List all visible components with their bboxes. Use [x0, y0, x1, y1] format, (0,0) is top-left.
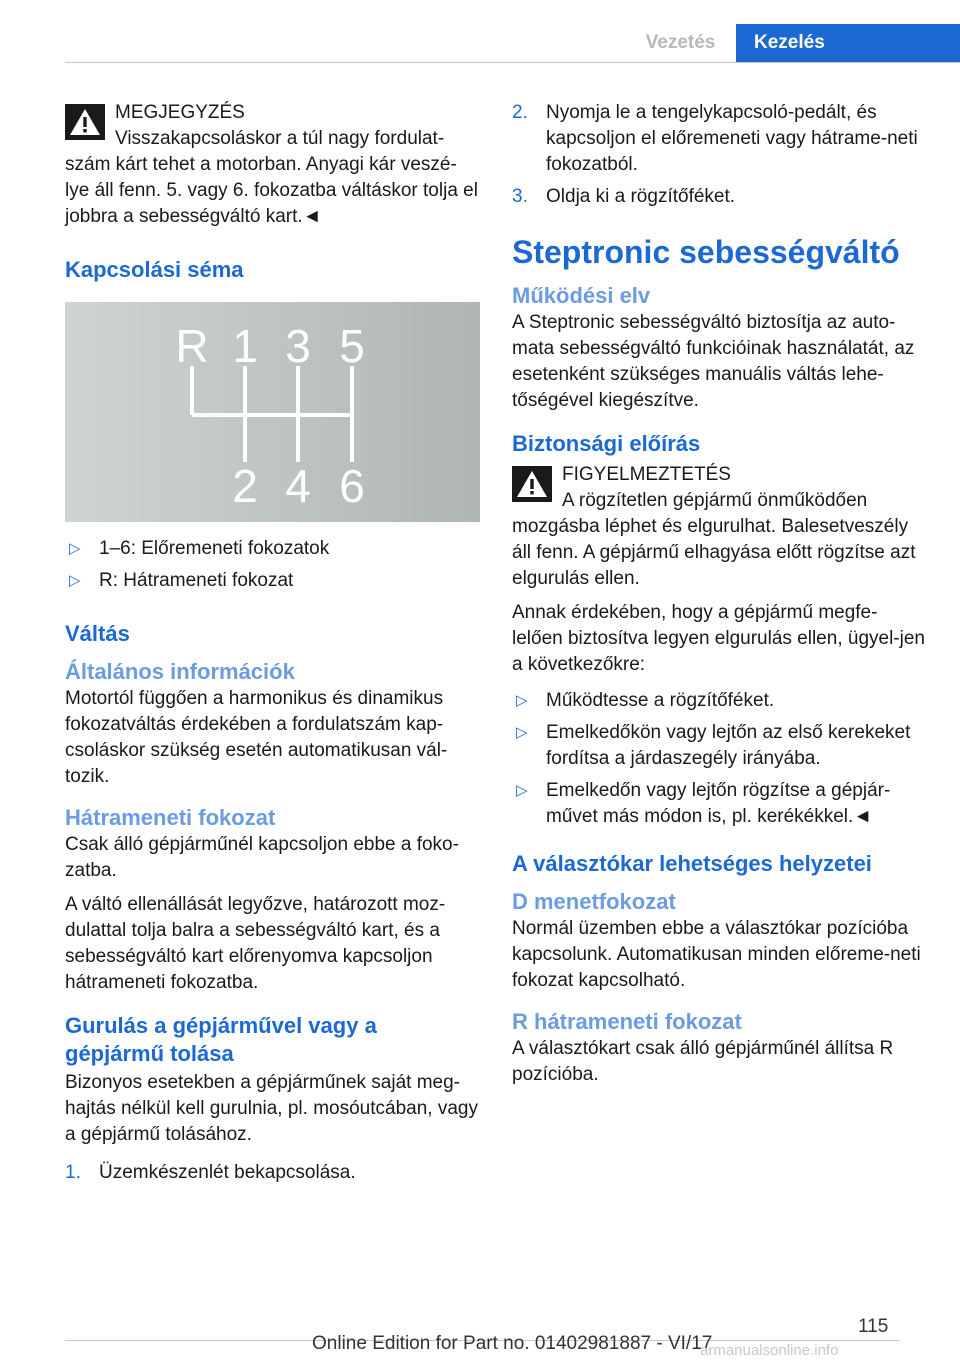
page-header [0, 24, 960, 62]
section-safety: Biztonsági előírás [512, 431, 701, 456]
subsection-general: Általános információk [65, 659, 295, 684]
notice-title: MEGJEGYZÉS [115, 102, 245, 123]
section-rolling: Gurulás a gépjárművel vagy a gépjármű tolása [65, 1013, 377, 1066]
general-text: Motortól függően a harmonikus és dinamikus fokozatváltás érdekében a fordulatszám kap-csoláskor szükség esetén automatikusan vál-tozik. [65, 688, 448, 787]
gear-label-4: 4 [285, 460, 311, 512]
shift-pattern-image [65, 302, 480, 522]
edition-note: Online Edition for Part no. 01402981887 - VI/17 [312, 1333, 713, 1354]
notice-text: szám kárt tehet a motorban. Anyagi kár veszé-lye áll fenn. 5. vagy 6. fokozatba váltáskor tolja el jobbra a sebességváltó kart.◄ [65, 154, 478, 227]
subsection-reverse: Hátrameneti fokozat [65, 805, 276, 830]
tab-vezetes[interactable]: Vezetés [625, 24, 736, 62]
triangle-bullet-icon: ▷ [69, 540, 81, 557]
section-shift-pattern: Kapcsolási séma [65, 257, 244, 282]
list-item: ▷ 1–6: Előremeneti fokozatok [65, 536, 480, 562]
triangle-bullet-icon: ▷ [69, 572, 81, 589]
gear-label-1: 1 [232, 320, 258, 372]
list-item: ▷ Emelkedőn vagy lejtőn rögzítse a gépjár-művet más módon is, pl. kerékékkel.◄ [516, 780, 891, 827]
warning-triangle-icon [65, 104, 105, 140]
subsection-principle: Működési elv [512, 283, 651, 308]
pattern-legend-list [65, 536, 480, 594]
warning-title: FIGYELMEZTETÉS [562, 464, 731, 485]
principle-text: A Steptronic sebességváltó biztosítja az auto-mata sebességváltó funkcióinak használatát, az esetenként szükséges manuális váltás lehe-tőségével kiegészítve. [512, 312, 915, 411]
gear-label-2: 2 [232, 460, 258, 512]
list-item: 3. Oldja ki a rögzítőféket. [512, 186, 736, 207]
left-column [65, 100, 480, 1192]
list-item: 2. Nyomja le a tengelykapcsoló-pedált, és kapcsoljon el előremeneti vagy hátrame-neti fokozatból. [512, 102, 918, 175]
triangle-bullet-icon: ▷ [516, 782, 528, 799]
notice-block [65, 100, 480, 230]
rolling-text: Bizonyos esetekben a gépjárműnek saját meg-hajtás nélkül kell gurulnia, pl. mosóutcában, vagy a gépjármű tolásához. [65, 1072, 478, 1145]
subsection-reverse-gear: R hátrameneti fokozat [512, 1009, 742, 1034]
gear-label-6: 6 [339, 460, 365, 512]
section-positions: A választókar lehetséges helyzetei [512, 851, 872, 876]
steps-list-left [65, 1160, 480, 1186]
triangle-bullet-icon: ▷ [516, 692, 528, 709]
page-number: 115 [858, 1316, 889, 1337]
gear-label-r: R [175, 320, 209, 372]
tab-kezeles[interactable]: Kezelés [736, 24, 960, 62]
title-steptronic: Steptronic sebességváltó [512, 234, 900, 270]
subsection-drive: D menetfokozat [512, 889, 676, 914]
right-column [512, 100, 927, 1096]
gear-label-5: 5 [339, 320, 365, 372]
section-shifting: Váltás [65, 621, 130, 646]
warning-triangle-icon [512, 466, 552, 502]
list-item: ▷ Emelkedőkön vagy lejtőn az első kerekeket fordítsa a járdaszegély irányába. [516, 722, 911, 769]
list-item: ▷ R: Hátrameneti fokozat [65, 568, 480, 594]
notice-text-first: Visszakapcsoláskor a túl nagy fordulat- [115, 128, 445, 149]
shift-pattern-diagram [65, 302, 480, 522]
warning-text-first: A rögzítetlen gépjármű önműködően [562, 490, 868, 511]
list-item: ▷ Működtesse a rögzítőféket. [512, 688, 927, 714]
header-divider [65, 62, 960, 63]
warning-block [512, 462, 927, 592]
steps-list-right [512, 100, 927, 210]
drive-text: Normál üzemben ebbe a választókar pozícióba kapcsolunk. Automatikusan minden előreme-neti fokozat kapcsolható. [512, 918, 921, 991]
gear-label-3: 3 [285, 320, 311, 372]
reverse-text-1: Csak álló gépjárműnél kapcsoljon ebbe a foko-zatba. [65, 834, 459, 881]
reverse-text-2: A váltó ellenállását legyőzve, határozott moz-dulattal tolja balra a sebességváltó kart, és a sebességváltó kart előrenyomva kapcsoljon hátrameneti fokozatba. [65, 894, 446, 993]
warning-text: mozgásba léphet és elgurulhat. Balesetveszély áll fenn. A gépjármű elhagyása előtt rögzítse azt elgurulás ellen. [512, 516, 916, 589]
triangle-bullet-icon: ▷ [516, 724, 528, 741]
reverse-gear-text: A választókart csak álló gépjárműnél állítsa R pozícióba. [512, 1038, 894, 1085]
watermark: armanualsonline.info [700, 1342, 839, 1359]
list-item: 1. Üzemkészenlét bekapcsolása. [65, 1162, 356, 1183]
safety-list [512, 688, 927, 830]
safety-text: Annak érdekében, hogy a gépjármű megfe-lelően biztosítva legyen elgurulás ellen, ügyel-jen a következőkre: [512, 602, 925, 675]
